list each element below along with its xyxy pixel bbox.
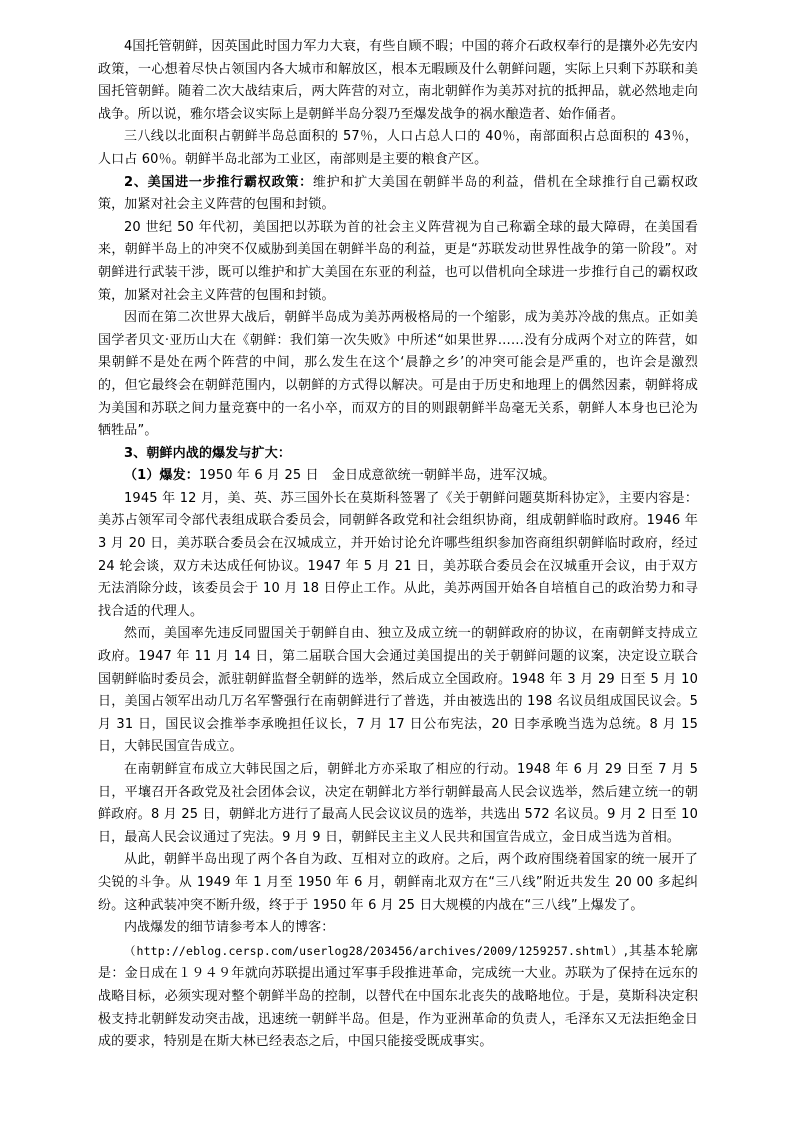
subsection-outbreak (98, 465, 698, 488)
paragraph-us-strategy: 20 世纪 50 年代初，美国把以苏联为首的社会主义阵营视为自己称霸全球的最大障碍，在美国看来，朝鲜半岛上的冲突不仅威胁到美国在朝鲜半岛的利益，更是“苏联发动世界性战争的第一阶段”。对朝鲜进行武装干涉，既可以维护和扩大美国在东亚的利益，也可以借机向全球进一步推行自己的霸权政策，加紧对社会主义阵营的包围和封锁。 (98, 219, 698, 303)
section-heading-title: 2、美国进一步推行霸权政策： (124, 174, 313, 190)
paragraph-south-korea-founding: 然而，美国率先违反同盟国关于朝鲜自由、独立及成立统一的朝鲜政府的协议，在南朝鲜支持成立政府。1947 年 11 月 14 日，第二届联合国大会通过美国提出的关于朝鲜问题的议案，决定设立联合国朝鲜临时委员会，派驻朝鲜监督全朝鲜的选举，然后成立全国政府。1948 年 3 月 29 日至 5 月 10 日，美国占领军出动几万名军警强行在南朝鲜进行了普选，并由被选出的 198 名议员组成国民议会。5 月 31 日，国民议会推举李承晚担任议长，7 月 17 日公布宪法，20 日李承晚当选为总统。8 月 15 日，大韩民国宣告成立。 (98, 626, 698, 755)
paragraph-two-governments: 从此，朝鲜半岛出现了两个各自为政、互相对立的政府。之后，两个政府围绕着国家的统一展开了尖锐的斗争。从 1949 年 1 月至 1950 年 6 月，朝鲜南北双方在“三八线”附近共发生 20 00 多起纠纷。这种武装冲突不断升级，终于于 1950 年 6 月 25 日大规模的内战在“三八线”上爆发了。 (98, 852, 698, 913)
paragraph-38th-parallel-stats: 三八线以北面积占朝鲜半岛总面积的 57％，人口占总人口的 40％，南部面积占总面积的 43％，人口占 60％。朝鲜半岛北部为工业区，南部则是主要的粮食产区。 (98, 129, 698, 167)
section-heading-text: 维护和扩大美国在朝鲜半岛的利益，借机在全球推行自己霸权政策，加紧对社会主义阵营的包围和封锁。 (98, 174, 698, 213)
paragraph-blog-reference: 内战爆发的细节请参考本人的博客： (124, 920, 335, 936)
section-heading-civil-war: 3、朝鲜内战的爆发与扩大： (124, 445, 291, 461)
document-body (98, 36, 698, 1054)
section-heading-us-hegemony (98, 172, 698, 217)
blog-summary-text: ,其基本轮廓是：金日成在１９４９年就向苏联提出通过军事手段推进革命，完成统一大业。苏联为了保持在远东的战略目标，必须实现对整个朝鲜半岛的控制，以替代在中国东北丧失的战略地位。于是，莫斯科决定积极支持北朝鲜发动突击战，迅速统一朝鲜半岛。但是，作为亚洲革命的负责人，毛泽东又无法拒绝金日成的要求，特别是在斯大林已经表态之后，中国只能接受既成事实。 (98, 943, 698, 1050)
paragraph-blog-summary (98, 940, 698, 1054)
subsection-outbreak-text: 1950 年 6 月 25 日 金日成意欲统一朝鲜半岛，进军汉城。 (198, 468, 556, 484)
paragraph-cold-war-focus: 因而在第二次世界大战后，朝鲜半岛成为美苏两极格局的一个缩影，成为美苏冷战的焦点。正如美国学者贝文·亚历山大在《朝鲜：我们第一次失败》中所述“如果世界……没有分成两个对立的阵营，如果朝鲜不是处在两个阵营的中间，那么发生在这个‘晨静之乡’的冲突可能会是严重的，也许会是激烈的，但它最终会在朝鲜范围内，以朝鲜的方式得以解决。可是由于历史和地理上的偶然因素，朝鲜将成为美国和苏联之间力量竞赛中的一名小卒，而双方的目的则跟朝鲜半岛毫无关系，朝鲜人本身也已沦为牺牲品”。 (98, 310, 698, 439)
paragraph-yalta-summary: 4国托管朝鲜，因英国此时国力军力大衰，有些自顾不暇；中国的蒋介石政权奉行的是攘外必先安内政策，一心想着尽快占领国内各大城市和解放区，根本无暇顾及什么朝鲜问题，实际上只剩下苏联和美国托管朝鲜。随着二次大战结束后，两大阵营的对立，南北朝鲜作为美苏对抗的抵押品，就必然地走向战争。所以说，雅尔塔会议实际上是朝鲜半岛分裂乃至爆发战争的祸水酿造者、始作俑者。 (98, 39, 698, 122)
subsection-outbreak-title: （1）爆发： (124, 468, 199, 484)
paragraph-north-korea-founding: 在南朝鲜宣布成立大韩民国之后，朝鲜北方亦采取了相应的行动。1948 年 6 月 29 日至 7 月 5 日，平壤召开各政党及社会团体会议，决定在朝鲜北方举行朝鲜最高人民会议选举，然后建立统一的朝鲜政府。8 月 25 日，朝鲜北方进行了最高人民会议议员的选举，共选出 572 名议员。9 月 2 日至 10 日，最高人民会议通过了宪法。9 月 9 日，朝鲜民主主义人民共和国宣告成立，金日成当选为首相。 (98, 762, 698, 845)
blog-link[interactable]: （http://eblog.cersp.com/userlog28/203456/archives/2009/1259257.shtml） (124, 943, 624, 958)
paragraph-moscow-agreement: 1945 年 12 月，美、英、苏三国外长在莫斯科签署了《关于朝鲜问题莫斯科协定》，主要内容是：美苏占领军司令部代表组成联合委员会，同朝鲜各政党和社会组织协商，组成朝鲜临时政府。1946 年 3 月 20 日，美苏联合委员会在汉城成立，并开始讨论允许哪些组织参加咨商组织朝鲜临时政府，经过 24 轮会谈，双方未达成任何协议。1947 年 5 月 21 日，美苏联合委员会在汉城重开会议，由于双方无法消除分歧，该委员会于 10 月 18 日停止工作。从此，美苏两国开始各自培植自己的政治势力和寻找合适的代理人。 (98, 490, 698, 619)
